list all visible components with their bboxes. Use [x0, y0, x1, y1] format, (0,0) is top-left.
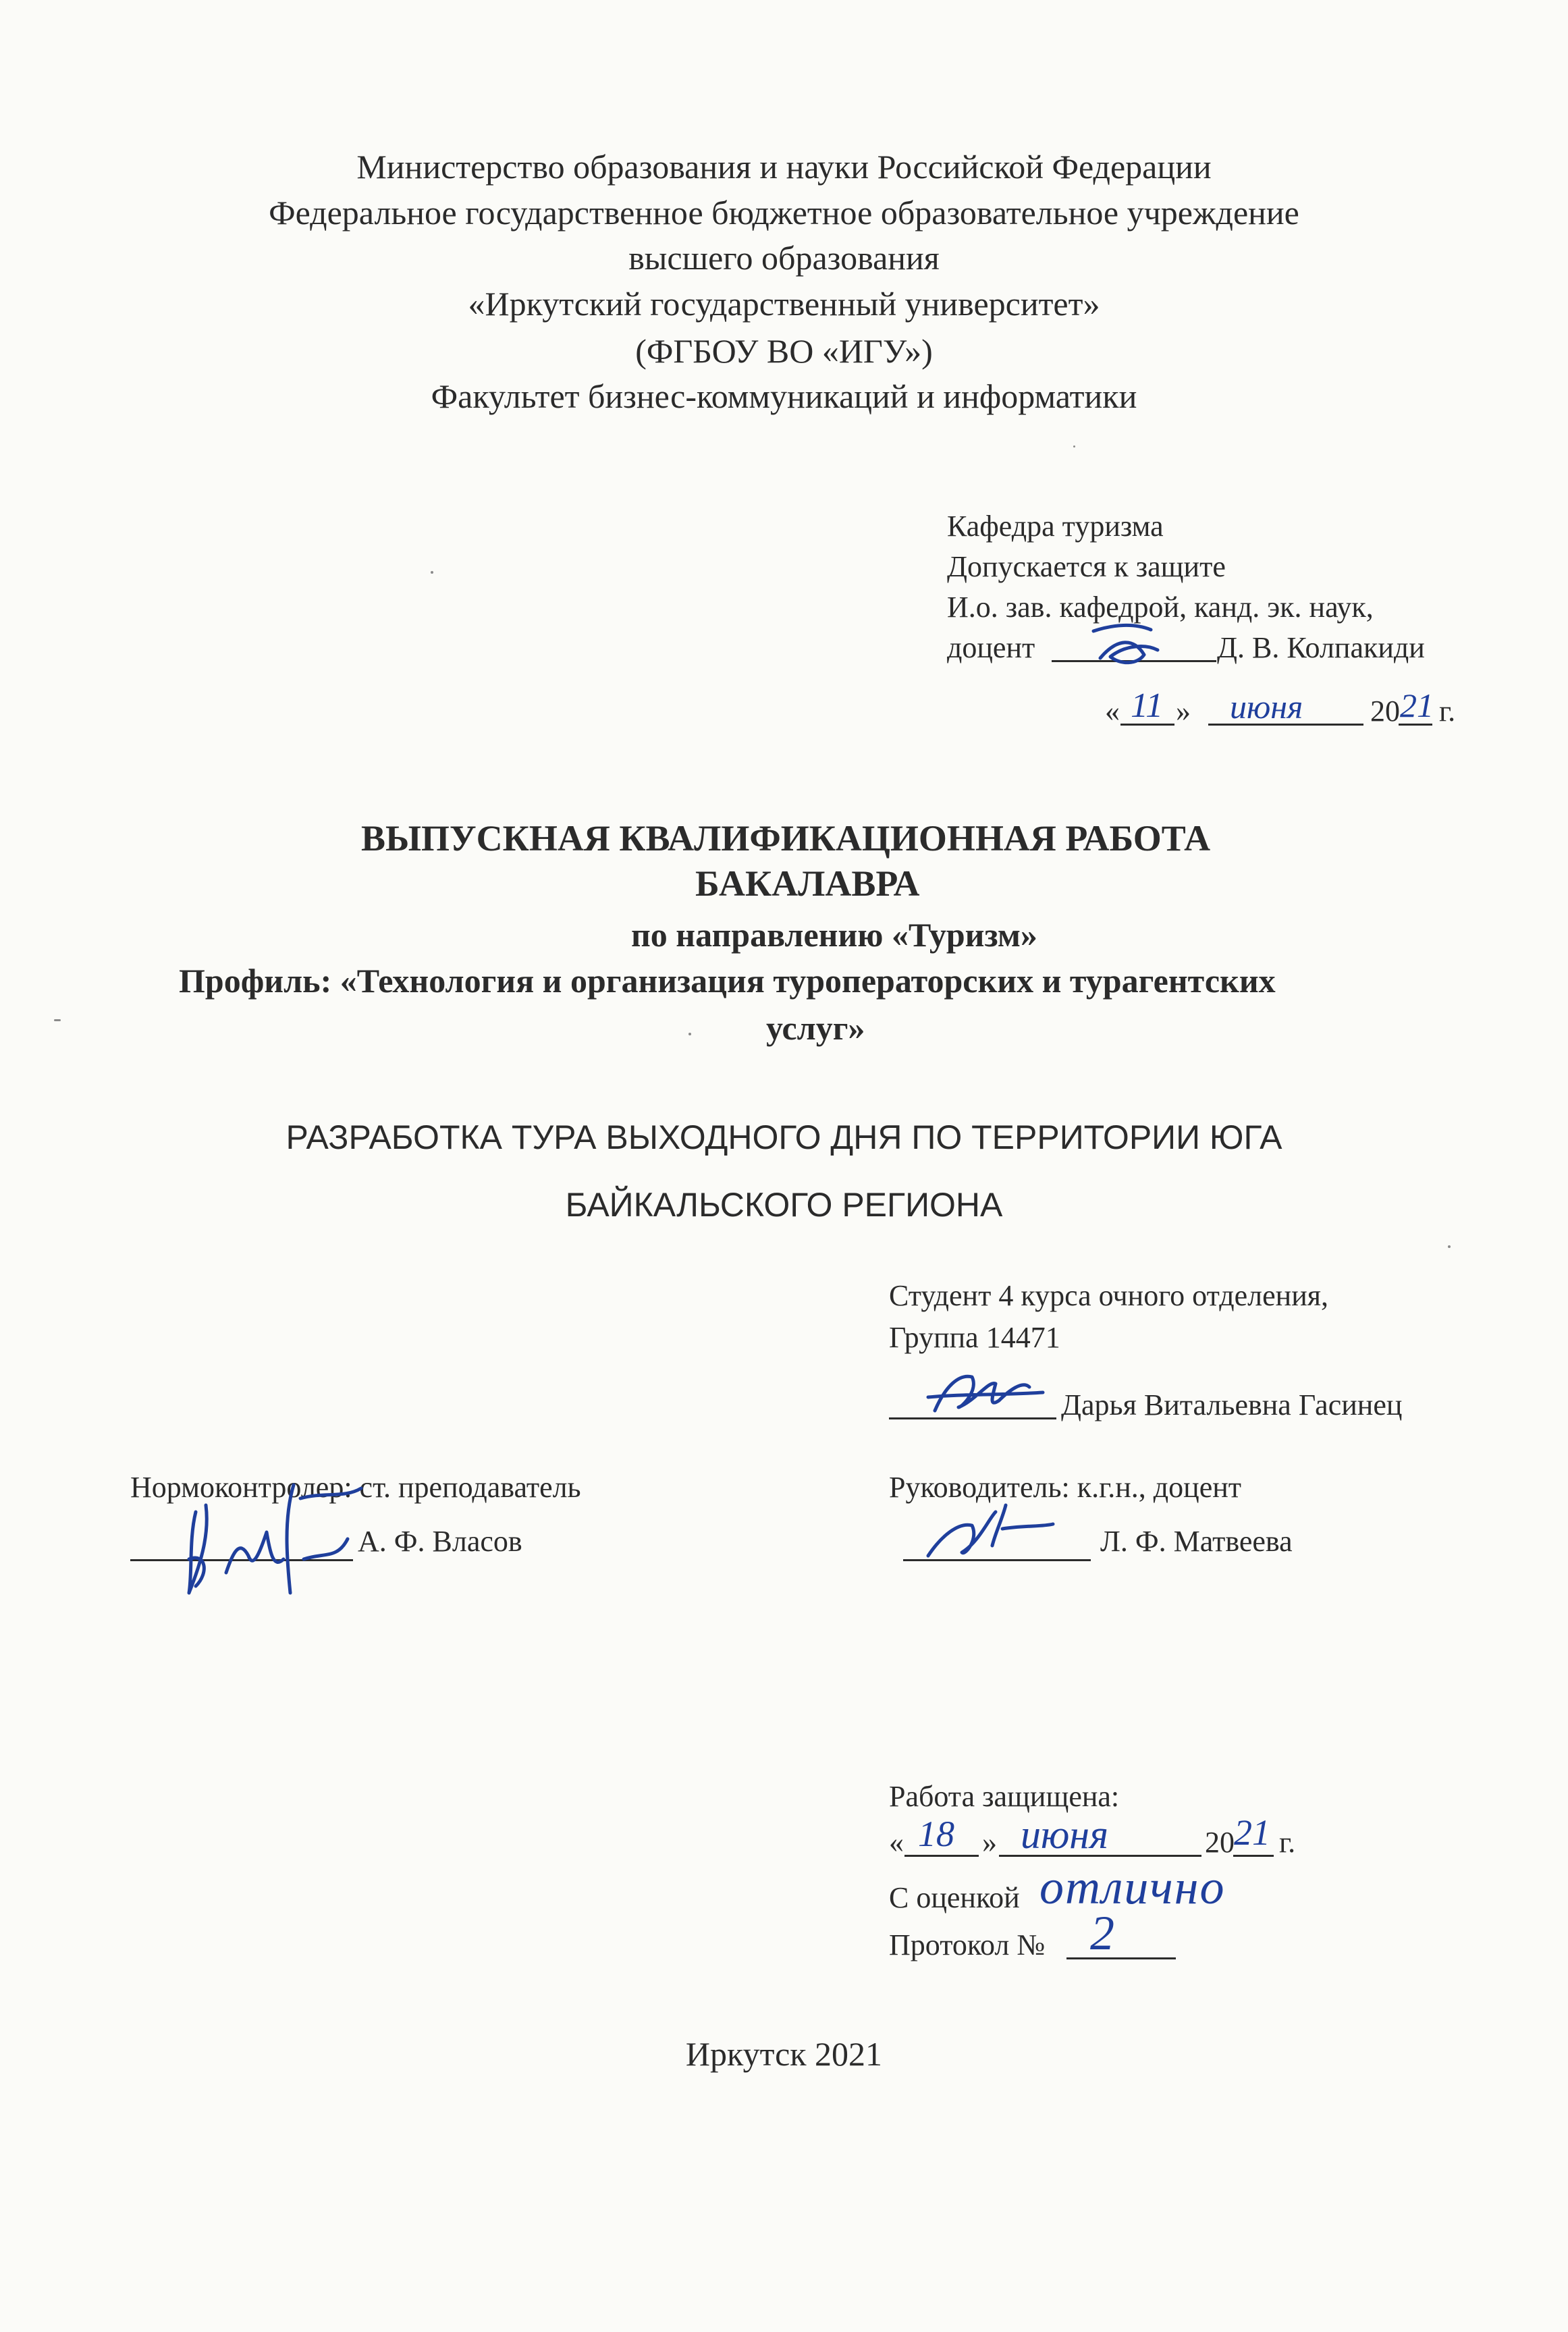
- grade-value: отлично: [1039, 1860, 1226, 1914]
- student-course: Студент 4 курса очного отделения,: [889, 1279, 1328, 1312]
- work-type-line-1: ВЫПУСКНАЯ КВАЛИФИКАЦИОННАЯ РАБОТА: [361, 818, 1211, 859]
- norm-controller-signature: [169, 1458, 371, 1620]
- protocol-number-line: [1066, 1957, 1176, 1959]
- topic-line-2: БАЙКАЛЬСКОГО РЕГИОНА: [565, 1186, 1003, 1224]
- head-title-prefix: доцент: [947, 631, 1035, 664]
- approval-year-suffix: 21: [1400, 686, 1434, 724]
- defense-date-close-quote: »: [982, 1826, 997, 1859]
- admitted-to-defense: Допускается к защите: [947, 550, 1226, 583]
- approval-date-month: июня: [1230, 688, 1303, 726]
- protocol-label: Протокол №: [889, 1928, 1046, 1961]
- supervisor-name: Л. Ф. Матвеева: [1100, 1525, 1293, 1558]
- university-name: «Иркутский государственный университет»: [468, 285, 1100, 323]
- defense-year-prefix: 20: [1205, 1826, 1235, 1859]
- approval-date-open-quote: «: [1105, 695, 1120, 728]
- defense-year-line: [1233, 1855, 1274, 1857]
- faculty-name: Факультет бизнес-коммуникаций и информатики: [431, 377, 1137, 415]
- scan-speck: [688, 1033, 691, 1035]
- scan-speck: [1073, 445, 1075, 448]
- head-name: Д. В. Колпакиди: [1217, 631, 1425, 664]
- defense-date-day: 18: [918, 1814, 954, 1854]
- supervisor-signature: [915, 1498, 1063, 1573]
- approval-year-prefix: 20: [1370, 695, 1400, 728]
- topic-line-1: РАЗРАБОТКА ТУРА ВЫХОДНОГО ДНЯ ПО ТЕРРИТОРИИ ЮГА: [286, 1118, 1282, 1156]
- student-name: Дарья Витальевна Гасинец: [1061, 1388, 1403, 1421]
- defense-year-suffix: 21: [1234, 1812, 1270, 1853]
- defense-day-line: [904, 1855, 979, 1857]
- scan-speck: [431, 571, 433, 574]
- student-signature: [921, 1360, 1050, 1424]
- defense-date-open-quote: «: [889, 1826, 904, 1859]
- defense-date-month: июня: [1021, 1812, 1108, 1857]
- university-abbreviation: (ФГБОУ ВО «ИГУ»): [635, 332, 933, 370]
- department-name: Кафедра туризма: [947, 510, 1164, 543]
- scan-speck: [54, 1019, 61, 1021]
- head-position: И.о. зав. кафедрой, канд. эк. наук,: [947, 591, 1374, 624]
- approval-date-close-quote: »: [1176, 695, 1191, 728]
- profile-line-1: Профиль: «Технология и организация туроператорских и турагентских: [179, 962, 1276, 1000]
- approval-date-day: 11: [1131, 686, 1164, 725]
- approval-date-suffix: г.: [1439, 695, 1456, 728]
- scan-speck: [1448, 1245, 1451, 1248]
- institution-line-1: Федеральное государственное бюджетное образовательное учреждение: [269, 194, 1299, 232]
- supervisor-role: Руководитель: к.г.н., доцент: [889, 1471, 1242, 1504]
- defense-status: Работа защищена:: [889, 1780, 1120, 1813]
- city-year: Иркутск 2021: [685, 2035, 883, 2073]
- defense-date-suffix: г.: [1279, 1826, 1296, 1859]
- norm-controller-role: Нормоконтролер: ст. преподаватель: [130, 1471, 581, 1504]
- head-signature: [1080, 618, 1168, 672]
- institution-line-2: высшего образования: [628, 239, 940, 277]
- profile-line-2: услуг»: [766, 1009, 865, 1047]
- norm-controller-name: А. Ф. Власов: [358, 1525, 522, 1558]
- work-type-line-2: БАКАЛАВРА: [695, 863, 920, 904]
- student-group: Группа 14471: [889, 1321, 1060, 1354]
- protocol-number: 2: [1090, 1906, 1114, 1960]
- grade-label: С оценкой: [889, 1881, 1020, 1914]
- direction: по направлению «Туризм»: [631, 916, 1037, 954]
- ministry-line: Министерство образования и науки Российской Федерации: [356, 148, 1212, 186]
